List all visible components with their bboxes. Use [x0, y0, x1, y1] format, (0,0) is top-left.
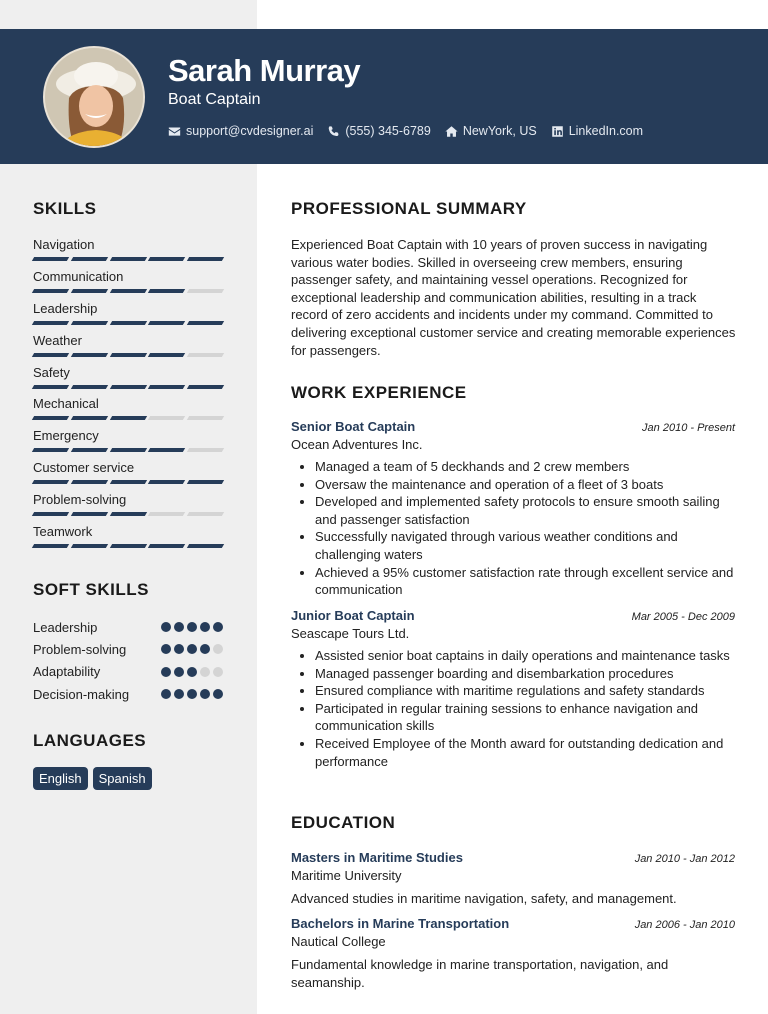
education-date: Jan 2006 - Jan 2010	[634, 919, 735, 931]
rating-dot	[187, 622, 197, 632]
degree-title: Bachelors in Marine Transportation	[291, 916, 510, 931]
skill-level-segment	[71, 544, 108, 548]
job-entry	[291, 608, 735, 770]
job-bullet: • Developed and implemented safety protocols to ensure smooth sailing and passenger satisfaction	[315, 493, 735, 528]
phone-icon	[327, 125, 340, 138]
job-company: Seascape Tours Ltd.	[291, 626, 410, 641]
languages-list	[33, 767, 152, 790]
skill-name: Weather	[33, 332, 82, 348]
skill-level-segment	[71, 321, 108, 325]
job-title: Junior Boat Captain	[291, 608, 415, 623]
skill-level-segment	[109, 353, 146, 357]
envelope-icon	[168, 125, 181, 138]
skill-level-segment	[148, 544, 185, 548]
education-entry	[291, 916, 735, 991]
contact-linkedin-text: LinkedIn.com	[568, 124, 644, 138]
skill-name: Navigation	[33, 237, 95, 252]
rating-dot	[187, 667, 197, 677]
job-bullet: • Ensured compliance with maritime regulations and safety standards	[315, 682, 735, 700]
skill-item	[33, 333, 223, 365]
skills-heading: SKILLS	[33, 199, 97, 218]
contact-list	[168, 123, 657, 139]
skill-name: Customer service	[33, 460, 135, 476]
contact-email-text: support@cvdesigner.ai	[186, 124, 314, 138]
profile-photo	[43, 46, 145, 148]
soft-skill-name: Decision-making	[33, 686, 130, 702]
job-bullet: • Managed a team of 5 deckhands and 2 crew members	[315, 458, 735, 476]
skill-name: Teamwork	[33, 524, 93, 540]
skill-level-segment	[109, 321, 146, 325]
soft-skill-item	[33, 683, 223, 705]
skill-level-segment	[32, 257, 69, 261]
job-bullets	[291, 647, 735, 770]
rating-dot	[200, 622, 210, 632]
rating-dot	[213, 667, 223, 677]
job-bullet: • Assisted senior boat captains in daily operations and maintenance tasks	[315, 647, 735, 665]
skill-level-segment	[148, 448, 185, 452]
education-description: Fundamental knowledge in marine transportation, navigation, and seamanship.	[291, 957, 669, 990]
rating-dot	[174, 667, 184, 677]
skill-level-segment	[71, 385, 108, 389]
rating-dot	[174, 622, 184, 632]
summary-heading: PROFESSIONAL SUMMARY	[291, 199, 527, 218]
skill-level-segment	[32, 353, 69, 357]
skill-name: Emergency	[33, 428, 99, 444]
skill-level-segment	[32, 448, 69, 452]
skill-item	[33, 524, 223, 556]
soft-skill-rating	[161, 689, 223, 699]
skill-level-segment	[109, 480, 146, 484]
soft-skills-heading: SOFT SKILLS	[33, 580, 149, 599]
skill-level-segment	[32, 289, 69, 293]
rating-dot	[161, 667, 171, 677]
soft-skill-name: Leadership	[33, 619, 98, 635]
soft-skill-name: Problem-solving	[33, 641, 127, 657]
skill-name: Safety	[33, 364, 70, 380]
skill-level-segment	[148, 385, 185, 389]
job-bullet: • Managed passenger boarding and disembarkation procedures	[315, 665, 735, 683]
skill-level-bar	[33, 416, 223, 420]
skill-level-segment	[71, 416, 108, 420]
education-date: Jan 2010 - Jan 2012	[634, 853, 735, 865]
skills-list	[33, 237, 223, 556]
rating-dot	[200, 644, 210, 654]
skill-level-segment	[187, 289, 224, 293]
soft-skill-item	[33, 616, 223, 638]
skill-level-segment	[187, 353, 224, 357]
candidate-name: Sarah Murray	[168, 53, 361, 88]
rating-dot	[187, 644, 197, 654]
skill-level-segment	[32, 321, 69, 325]
school-name: Maritime University	[291, 868, 402, 883]
job-entry	[291, 419, 735, 599]
contact-location-text: NewYork, US	[462, 124, 537, 138]
rating-dot	[161, 689, 171, 699]
soft-skill-rating	[161, 622, 223, 632]
job-date: Jan 2010 - Present	[642, 422, 735, 434]
skill-level-segment	[187, 416, 224, 420]
education-heading: EDUCATION	[291, 813, 396, 832]
skill-level-segment	[32, 512, 69, 516]
skill-name: Communication	[33, 268, 124, 284]
skill-item	[33, 237, 223, 269]
skill-item	[33, 365, 223, 397]
skill-level-bar	[33, 353, 223, 357]
skill-level-segment	[148, 289, 185, 293]
skill-level-segment	[71, 448, 108, 452]
languages-heading: LANGUAGES	[33, 731, 147, 750]
skill-level-segment	[32, 480, 69, 484]
skill-level-bar	[33, 480, 223, 484]
candidate-title: Boat Captain	[168, 91, 261, 108]
skill-level-segment	[71, 353, 108, 357]
soft-skill-rating	[161, 644, 223, 654]
skill-level-segment	[71, 257, 108, 261]
skill-level-segment	[187, 257, 224, 261]
rating-dot	[200, 689, 210, 699]
skill-level-segment	[148, 512, 185, 516]
soft-skill-item	[33, 661, 223, 683]
job-bullet: • Successfully navigated through various weather conditions and challenging waters	[315, 528, 735, 563]
skill-item	[33, 396, 223, 428]
skill-level-segment	[71, 480, 108, 484]
skill-level-segment	[109, 544, 146, 548]
skill-level-segment	[148, 480, 185, 484]
education-entry	[291, 850, 735, 908]
job-bullet: • Oversaw the maintenance and operation of a fleet of 3 boats	[315, 476, 735, 494]
skill-level-bar	[33, 544, 223, 548]
soft-skill-item	[33, 638, 223, 660]
skill-item	[33, 460, 223, 492]
language-chip: English	[33, 767, 88, 790]
contact-email[interactable]	[168, 124, 313, 138]
rating-dot	[213, 689, 223, 699]
skill-level-segment	[187, 544, 224, 548]
skill-level-segment	[148, 321, 185, 325]
skill-item	[33, 301, 223, 333]
skill-level-bar	[33, 289, 223, 293]
skill-name: Problem-solving	[33, 492, 127, 508]
soft-skill-name: Adaptability	[33, 664, 101, 680]
skill-level-segment	[187, 512, 224, 516]
skill-level-segment	[32, 385, 69, 389]
rating-dot	[200, 667, 210, 677]
linkedin-icon	[551, 125, 564, 138]
skill-level-segment	[109, 416, 146, 420]
soft-skill-rating	[161, 667, 223, 677]
rating-dot	[174, 689, 184, 699]
skill-item	[33, 269, 223, 301]
skill-item	[33, 428, 223, 460]
skill-level-segment	[109, 512, 146, 516]
home-icon	[445, 125, 458, 138]
degree-title: Masters in Maritime Studies	[291, 850, 463, 865]
skill-level-segment	[109, 448, 146, 452]
rating-dot	[213, 622, 223, 632]
job-title: Senior Boat Captain	[291, 419, 416, 434]
rating-dot	[161, 644, 171, 654]
skill-level-segment	[71, 512, 108, 516]
school-name: Nautical College	[291, 934, 386, 949]
skill-name: Leadership	[33, 300, 98, 316]
skill-level-segment	[187, 480, 224, 484]
language-chip: Spanish	[93, 767, 152, 790]
skill-item	[33, 492, 223, 524]
job-date: Mar 2005 - Dec 2009	[631, 611, 735, 623]
skill-level-segment	[187, 385, 224, 389]
job-bullets	[291, 458, 735, 599]
education-description: Advanced studies in maritime navigation, safety, and management.	[291, 891, 677, 906]
job-bullet: • Received Employee of the Month award for outstanding dedication and performance	[315, 735, 735, 770]
contact-linkedin[interactable]	[551, 124, 643, 138]
skill-name: Mechanical	[33, 396, 99, 412]
contact-phone[interactable]	[327, 124, 430, 138]
skill-level-bar	[33, 321, 223, 325]
skill-level-segment	[109, 385, 146, 389]
rating-dot	[174, 644, 184, 654]
skill-level-segment	[71, 289, 108, 293]
summary-text: Experienced Boat Captain with 10 years of proven success in navigating various water bodies. Skilled in overseeing crew members, ensuring passenger safety, and maintaining vessel operations. Recognized for exceptional leadership and communication abilities, resulting in a track record of zero accidents and incidents under my command. Committed to delivering exceptional customer service and creating memorable experiences for passengers.	[291, 237, 736, 358]
rating-dot	[161, 622, 171, 632]
skill-level-bar	[33, 448, 223, 452]
skill-level-segment	[32, 544, 69, 548]
skill-level-segment	[187, 448, 224, 452]
skill-level-segment	[109, 289, 146, 293]
skill-level-segment	[32, 416, 69, 420]
job-company: Ocean Adventures Inc.	[291, 437, 423, 452]
job-bullet: • Achieved a 95% customer satisfaction rate through excellent service and communication	[315, 564, 735, 599]
job-bullet: • Participated in regular training sessions to enhance navigation and communication skills	[315, 700, 735, 735]
rating-dot	[187, 689, 197, 699]
contact-phone-text: (555) 345-6789	[345, 124, 431, 138]
skill-level-bar	[33, 512, 223, 516]
skill-level-segment	[109, 257, 146, 261]
rating-dot	[213, 644, 223, 654]
contact-location	[445, 124, 537, 138]
work-heading: WORK EXPERIENCE	[291, 383, 467, 402]
skill-level-bar	[33, 385, 223, 389]
soft-skills-list	[33, 616, 223, 705]
skill-level-segment	[148, 416, 185, 420]
skill-level-segment	[187, 321, 224, 325]
skill-level-bar	[33, 257, 223, 261]
skill-level-segment	[148, 353, 185, 357]
skill-level-segment	[148, 257, 185, 261]
